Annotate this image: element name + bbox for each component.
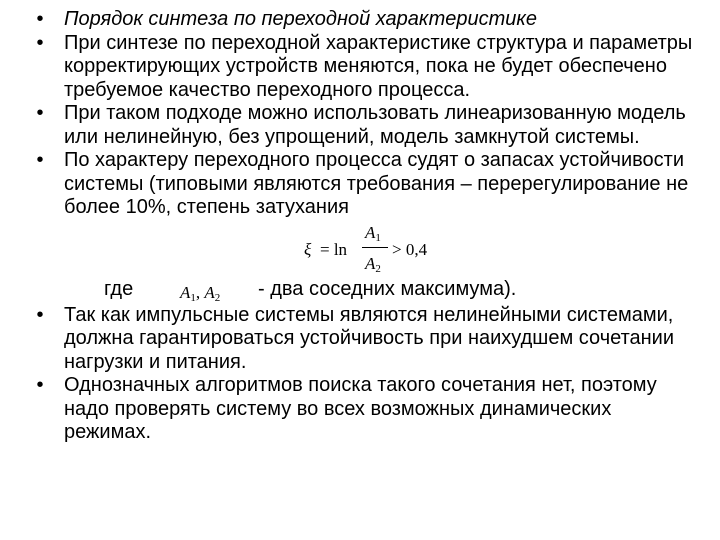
where-word: где	[104, 277, 134, 300]
bullet-text: Так как импульсные системы являются нелинейными системами, должна гарантироваться устойчивость при наихудшем сочетании нагрузки и питания.	[64, 303, 675, 373]
bullet-text: При синтезе по переходной характеристике структура и параметры корректирующих устройств меняются, пока не будет обеспечено требуемое качество переходного процесса.	[64, 31, 693, 101]
bullet-item-title	[30, 8, 698, 32]
bullet-item-stability	[30, 149, 698, 304]
bullet-dot: •	[36, 303, 44, 326]
formula-fraction	[362, 222, 388, 274]
formula-relation: > 0,4	[392, 239, 428, 259]
bullet-dot: •	[36, 102, 44, 124]
damping-formula-block	[64, 220, 698, 278]
bullet-item-synthesis	[30, 32, 698, 103]
where-description: - два соседних максимума).	[258, 277, 517, 300]
bullet-text: Порядок синтеза по переходной характеристике	[64, 8, 537, 30]
formula-xi: ξ	[304, 239, 312, 259]
where-line	[64, 278, 698, 304]
bullet-list	[30, 8, 698, 445]
bullet-dot: •	[36, 149, 44, 171]
bullet-text: При таком подходе можно использовать линеаризованную модель или нелинейную, без упрощений, модель замкнутой системы.	[64, 102, 686, 148]
bullet-item-algorithms	[30, 374, 698, 445]
formula-denominator: $A_2$	[365, 253, 381, 275]
formula-eq-ln: = ln	[320, 239, 348, 259]
bullet-dot: •	[36, 8, 44, 30]
bullet-dot: •	[36, 31, 44, 54]
bullet-item-model	[30, 102, 698, 149]
bullet-text: Однозначных алгоритмов поиска такого сочетания нет, поэтому надо проверять систему во всех возможных динамических режимах.	[64, 374, 657, 443]
bullet-dot: •	[36, 374, 44, 396]
formula-numerator: $A_1$	[365, 222, 381, 244]
damping-formula	[304, 222, 444, 274]
bullet-text: По характеру переходного процесса судят о запасах устойчивости системы (типовыми являются требования – перерегулирование не более 10%, степень затухания	[64, 149, 689, 218]
bullet-item-pulse-systems	[30, 304, 698, 375]
where-maxima-symbols: $A_1$, $A_2$	[180, 282, 221, 304]
fraction-bar	[362, 247, 388, 248]
